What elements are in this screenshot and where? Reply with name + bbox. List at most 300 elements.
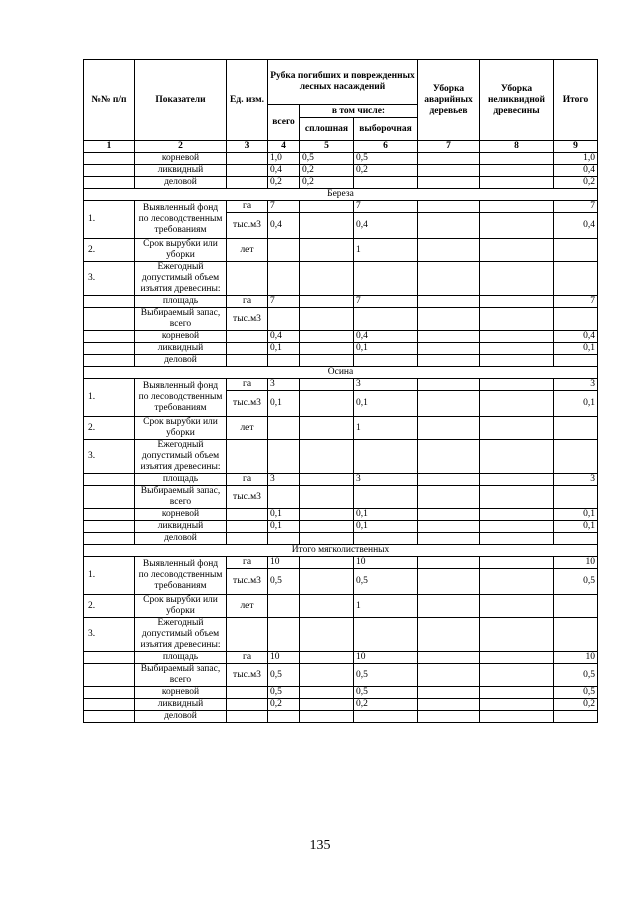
row-number: [84, 474, 135, 486]
value-c6: [354, 533, 418, 545]
value-c5: [300, 417, 354, 440]
value-c6: 1: [354, 417, 418, 440]
row-number: 1.: [84, 557, 135, 595]
header-number: 4: [268, 141, 300, 153]
value-c9: [554, 486, 598, 509]
row-number: [84, 711, 135, 723]
header-number: 5: [300, 141, 354, 153]
value-c4: 3: [268, 379, 300, 391]
row-unit: га: [227, 201, 268, 213]
value-c6: 10: [354, 557, 418, 569]
forest-felling-table: [83, 59, 598, 723]
row-unit: га: [227, 296, 268, 308]
table-row: [84, 687, 598, 699]
value-c9: [554, 595, 598, 618]
value-c8: [480, 440, 554, 474]
table-row: [84, 355, 598, 367]
value-c6: 7: [354, 296, 418, 308]
row-indicator: ликвидный: [135, 521, 227, 533]
row-number: [84, 699, 135, 711]
value-c4: 1,0: [268, 153, 300, 165]
row-number: [84, 355, 135, 367]
row-indicator: Ежегодный допустимый объем изъятия древесины:: [135, 262, 227, 296]
value-c5: [300, 239, 354, 262]
table-row: [84, 262, 598, 296]
header-total-sub: всего: [268, 105, 300, 141]
row-unit: [227, 711, 268, 723]
value-c8: [480, 239, 554, 262]
value-c7: [418, 533, 480, 545]
row-indicator: площадь: [135, 474, 227, 486]
value-c6: 0,5: [354, 687, 418, 699]
value-c9: 10: [554, 652, 598, 664]
header-indicator: Показатели: [135, 60, 227, 141]
row-unit: [227, 618, 268, 652]
row-unit: [227, 533, 268, 545]
row-indicator: Выбираемый запас, всего: [135, 486, 227, 509]
header-number: 8: [480, 141, 554, 153]
value-c7: [418, 213, 480, 239]
header-number: 6: [354, 141, 418, 153]
row-unit: [227, 262, 268, 296]
value-c5: [300, 687, 354, 699]
row-number: 3.: [84, 440, 135, 474]
value-c9: 0,5: [554, 569, 598, 595]
value-c8: [480, 699, 554, 711]
value-c4: [268, 533, 300, 545]
value-c7: [418, 177, 480, 189]
value-c7: [418, 474, 480, 486]
value-c9: 1,0: [554, 153, 598, 165]
value-c5: [300, 557, 354, 569]
value-c7: [418, 687, 480, 699]
table-row: [84, 618, 598, 652]
table-row: [84, 557, 598, 569]
value-c7: [418, 711, 480, 723]
value-c6: 1: [354, 595, 418, 618]
value-c6: 3: [354, 379, 418, 391]
value-c6: 0,2: [354, 699, 418, 711]
value-c4: [268, 262, 300, 296]
row-indicator: корневой: [135, 331, 227, 343]
table-row: [84, 521, 598, 533]
table-row: [84, 595, 598, 618]
value-c9: 0,2: [554, 699, 598, 711]
row-indicator: корневой: [135, 509, 227, 521]
row-number: [84, 687, 135, 699]
row-number: [84, 177, 135, 189]
row-number: [84, 652, 135, 664]
value-c6: 0,5: [354, 569, 418, 595]
value-c9: 0,4: [554, 165, 598, 177]
value-c9: [554, 533, 598, 545]
value-c5: [300, 486, 354, 509]
row-number: 1.: [84, 379, 135, 417]
value-c6: [354, 440, 418, 474]
value-c5: [300, 355, 354, 367]
value-c5: [300, 521, 354, 533]
value-c6: 7: [354, 201, 418, 213]
value-c7: [418, 417, 480, 440]
value-c7: [418, 153, 480, 165]
value-c4: 0,1: [268, 521, 300, 533]
header-number: 3: [227, 141, 268, 153]
row-number: 1.: [84, 201, 135, 239]
row-indicator: корневой: [135, 687, 227, 699]
row-indicator: деловой: [135, 355, 227, 367]
value-c8: [480, 474, 554, 486]
header-selective: выборочная: [354, 118, 418, 141]
value-c5: [300, 569, 354, 595]
value-c9: 0,1: [554, 343, 598, 355]
value-c6: 0,1: [354, 509, 418, 521]
row-number: [84, 533, 135, 545]
value-c5: [300, 652, 354, 664]
header-itogo: Итого: [554, 60, 598, 141]
value-c4: [268, 711, 300, 723]
row-unit: га: [227, 379, 268, 391]
row-unit: [227, 355, 268, 367]
value-c5: [300, 509, 354, 521]
value-c8: [480, 177, 554, 189]
value-c5: [300, 391, 354, 417]
row-number: 3.: [84, 618, 135, 652]
row-number: [84, 509, 135, 521]
value-c4: 7: [268, 296, 300, 308]
section-row: [84, 367, 598, 379]
value-c8: [480, 201, 554, 213]
value-c4: 10: [268, 652, 300, 664]
row-unit: [227, 331, 268, 343]
value-c7: [418, 595, 480, 618]
value-c8: [480, 533, 554, 545]
value-c4: 0,1: [268, 391, 300, 417]
row-number: [84, 296, 135, 308]
value-c5: 0,2: [300, 177, 354, 189]
value-c9: [554, 618, 598, 652]
header-emergency: Уборка аварийных деревьев: [418, 60, 480, 141]
value-c4: 0,5: [268, 687, 300, 699]
value-c8: [480, 153, 554, 165]
row-indicator: деловой: [135, 177, 227, 189]
table-row: [84, 343, 598, 355]
value-c9: 3: [554, 379, 598, 391]
document-page: [83, 59, 597, 723]
value-c4: 0,4: [268, 165, 300, 177]
value-c7: [418, 331, 480, 343]
row-number: 2.: [84, 239, 135, 262]
value-c6: 0,1: [354, 521, 418, 533]
table-row: [84, 308, 598, 331]
table-row: [84, 153, 598, 165]
row-unit: га: [227, 474, 268, 486]
value-c7: [418, 239, 480, 262]
value-c7: [418, 557, 480, 569]
value-c5: [300, 474, 354, 486]
table-header: [84, 60, 598, 153]
header-unit: Ед. изм.: [227, 60, 268, 141]
table-row: [84, 296, 598, 308]
row-number: [84, 486, 135, 509]
row-unit: [227, 521, 268, 533]
header-illiquid: Уборка неликвидной древесины: [480, 60, 554, 141]
value-c6: 0,5: [354, 153, 418, 165]
value-c5: [300, 308, 354, 331]
header-number: 2: [135, 141, 227, 153]
value-c8: [480, 331, 554, 343]
value-c9: 0,2: [554, 177, 598, 189]
value-c8: [480, 417, 554, 440]
value-c9: [554, 440, 598, 474]
row-indicator: площадь: [135, 296, 227, 308]
value-c6: [354, 262, 418, 296]
value-c4: 0,4: [268, 213, 300, 239]
value-c7: [418, 521, 480, 533]
value-c5: [300, 595, 354, 618]
value-c6: 3: [354, 474, 418, 486]
row-unit: лет: [227, 595, 268, 618]
row-number: 2.: [84, 595, 135, 618]
value-c4: 0,5: [268, 664, 300, 687]
row-unit: лет: [227, 417, 268, 440]
value-c7: [418, 664, 480, 687]
table-row: [84, 440, 598, 474]
table-row: [84, 474, 598, 486]
row-unit: тыс.м3: [227, 391, 268, 417]
table-row: [84, 177, 598, 189]
value-c7: [418, 440, 480, 474]
row-unit: [227, 165, 268, 177]
value-c9: [554, 711, 598, 723]
table-row: [84, 711, 598, 723]
value-c7: [418, 262, 480, 296]
value-c8: [480, 308, 554, 331]
table-body: [84, 153, 598, 723]
row-indicator: ликвидный: [135, 699, 227, 711]
value-c7: [418, 699, 480, 711]
value-c8: [480, 664, 554, 687]
row-indicator: Срок вырубки или уборки: [135, 239, 227, 262]
value-c8: [480, 569, 554, 595]
row-indicator: Выбираемый запас, всего: [135, 664, 227, 687]
table-row: [84, 379, 598, 391]
row-unit: лет: [227, 239, 268, 262]
value-c5: [300, 296, 354, 308]
row-unit: тыс.м3: [227, 664, 268, 687]
row-unit: [227, 177, 268, 189]
row-indicator: Выявленный фонд по лесоводственным требованиям: [135, 201, 227, 239]
value-c9: [554, 417, 598, 440]
value-c4: [268, 308, 300, 331]
value-c4: [268, 355, 300, 367]
value-c9: [554, 239, 598, 262]
value-c4: 7: [268, 201, 300, 213]
value-c9: 0,1: [554, 391, 598, 417]
value-c9: [554, 262, 598, 296]
row-unit: [227, 440, 268, 474]
table-row: [84, 417, 598, 440]
value-c6: 0,4: [354, 213, 418, 239]
value-c4: 0,1: [268, 509, 300, 521]
value-c6: 0,2: [354, 165, 418, 177]
row-indicator: Срок вырубки или уборки: [135, 595, 227, 618]
header-no: №№ п/п: [84, 60, 135, 141]
value-c4: 0,2: [268, 177, 300, 189]
row-unit: тыс.м3: [227, 308, 268, 331]
value-c6: 0,5: [354, 664, 418, 687]
row-indicator: корневой: [135, 153, 227, 165]
row-number: [84, 331, 135, 343]
value-c5: [300, 533, 354, 545]
table-row: [84, 486, 598, 509]
table-row: [84, 509, 598, 521]
value-c8: [480, 296, 554, 308]
value-c7: [418, 296, 480, 308]
value-c8: [480, 652, 554, 664]
value-c8: [480, 343, 554, 355]
table-row: [84, 699, 598, 711]
value-c8: [480, 509, 554, 521]
value-c4: [268, 417, 300, 440]
value-c4: [268, 239, 300, 262]
value-c7: [418, 379, 480, 391]
row-number: [84, 343, 135, 355]
table-row: [84, 331, 598, 343]
value-c6: [354, 355, 418, 367]
value-c5: [300, 343, 354, 355]
table-row: [84, 664, 598, 687]
value-c5: [300, 618, 354, 652]
header-number: 1: [84, 141, 135, 153]
value-c4: [268, 440, 300, 474]
value-c6: 0,4: [354, 331, 418, 343]
value-c4: 0,1: [268, 343, 300, 355]
page-number: 135: [309, 838, 331, 853]
value-c6: [354, 618, 418, 652]
value-c5: [300, 379, 354, 391]
value-c7: [418, 569, 480, 595]
value-c8: [480, 557, 554, 569]
row-unit: га: [227, 652, 268, 664]
value-c9: 10: [554, 557, 598, 569]
row-indicator: деловой: [135, 711, 227, 723]
section-row: [84, 545, 598, 557]
header-number: 7: [418, 141, 480, 153]
value-c5: [300, 711, 354, 723]
value-c4: 0,4: [268, 331, 300, 343]
row-indicator: ликвидный: [135, 165, 227, 177]
row-indicator: Срок вырубки или уборки: [135, 417, 227, 440]
value-c8: [480, 618, 554, 652]
value-c7: [418, 618, 480, 652]
value-c6: 0,1: [354, 391, 418, 417]
value-c6: 0,1: [354, 343, 418, 355]
value-c5: [300, 213, 354, 239]
table-row: [84, 652, 598, 664]
row-indicator: Ежегодный допустимый объем изъятия древесины:: [135, 440, 227, 474]
value-c9: 7: [554, 296, 598, 308]
row-indicator: Выбираемый запас, всего: [135, 308, 227, 331]
row-indicator: Выявленный фонд по лесоводственным требованиям: [135, 557, 227, 595]
row-indicator: ликвидный: [135, 343, 227, 355]
row-number: [84, 153, 135, 165]
section-title: Итого мягколиственных: [84, 545, 598, 557]
value-c9: [554, 355, 598, 367]
value-c5: 0,5: [300, 153, 354, 165]
row-number: 3.: [84, 262, 135, 296]
value-c8: [480, 687, 554, 699]
value-c4: 0,2: [268, 699, 300, 711]
table-row: [84, 533, 598, 545]
table-row: [84, 239, 598, 262]
value-c8: [480, 355, 554, 367]
value-c9: 0,5: [554, 664, 598, 687]
value-c6: [354, 711, 418, 723]
row-indicator: деловой: [135, 533, 227, 545]
section-row: [84, 189, 598, 201]
section-title: Береза: [84, 189, 598, 201]
value-c7: [418, 509, 480, 521]
row-number: [84, 165, 135, 177]
value-c7: [418, 486, 480, 509]
row-unit: тыс.м3: [227, 486, 268, 509]
header-numbers-row: [84, 141, 598, 153]
value-c8: [480, 521, 554, 533]
value-c8: [480, 391, 554, 417]
value-c4: 10: [268, 557, 300, 569]
row-number: [84, 664, 135, 687]
value-c5: [300, 699, 354, 711]
value-c7: [418, 355, 480, 367]
table-row: [84, 165, 598, 177]
value-c4: [268, 618, 300, 652]
value-c7: [418, 391, 480, 417]
value-c9: 0,1: [554, 521, 598, 533]
row-number: [84, 521, 135, 533]
value-c7: [418, 308, 480, 331]
value-c9: 0,4: [554, 213, 598, 239]
row-unit: [227, 699, 268, 711]
value-c9: 0,1: [554, 509, 598, 521]
value-c6: 10: [354, 652, 418, 664]
row-unit: [227, 509, 268, 521]
value-c9: 0,5: [554, 687, 598, 699]
row-indicator: Выявленный фонд по лесоводственным требованиям: [135, 379, 227, 417]
section-title: Осина: [84, 367, 598, 379]
row-number: [84, 308, 135, 331]
value-c4: [268, 486, 300, 509]
value-c8: [480, 213, 554, 239]
value-c5: [300, 440, 354, 474]
value-c7: [418, 201, 480, 213]
value-c7: [418, 652, 480, 664]
header-clear: сплошная: [300, 118, 354, 141]
value-c6: 1: [354, 239, 418, 262]
value-c8: [480, 711, 554, 723]
value-c8: [480, 262, 554, 296]
value-c5: [300, 262, 354, 296]
row-indicator: Ежегодный допустимый объем изъятия древесины:: [135, 618, 227, 652]
header-including: в том числе:: [300, 105, 418, 118]
row-number: 2.: [84, 417, 135, 440]
value-c5: [300, 664, 354, 687]
value-c5: [300, 331, 354, 343]
value-c9: [554, 308, 598, 331]
value-c9: 0,4: [554, 331, 598, 343]
row-unit: тыс.м3: [227, 569, 268, 595]
row-unit: тыс.м3: [227, 213, 268, 239]
value-c8: [480, 486, 554, 509]
